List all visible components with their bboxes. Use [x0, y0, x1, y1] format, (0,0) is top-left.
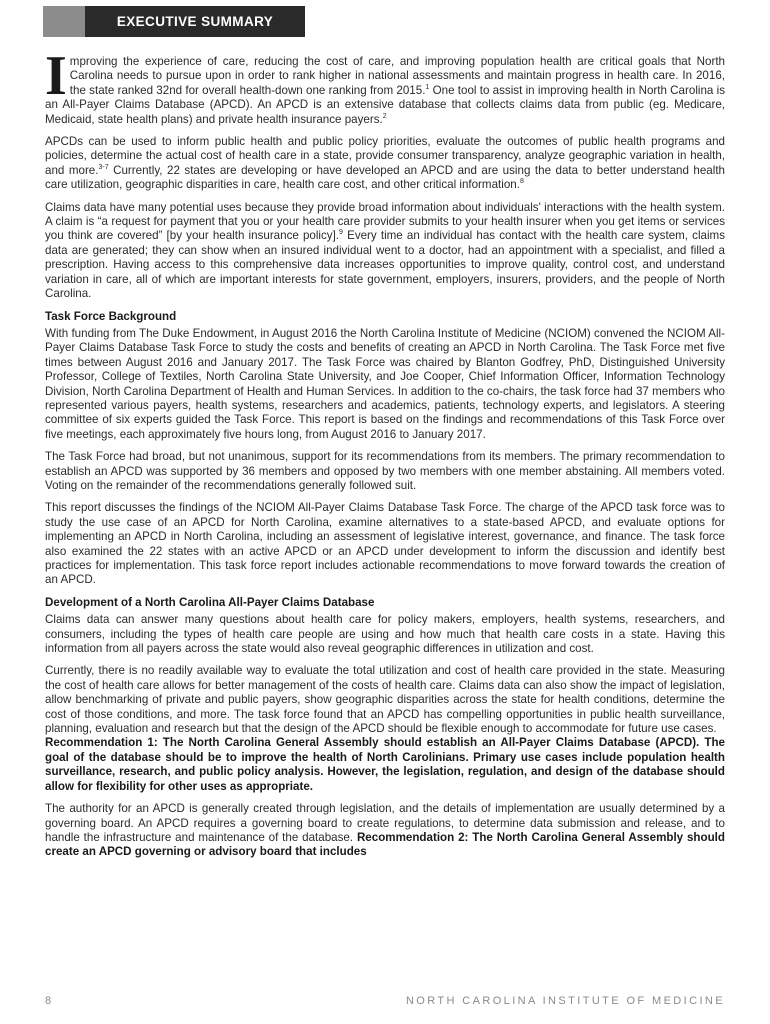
recommendation-1: Recommendation 1: The North Carolina General Assembly should establish an All-Payer Claims Database (APCD). The goal of the database should be to improve the health of North Carolinians. Primary use cases include population health surveillance, research, and public policy analysis. However, the legislation, regulation, and design of the database should allow for flexibility for other uses as appropriate.	[45, 736, 725, 793]
drop-cap: I	[45, 45, 67, 107]
development-paragraph-2: Currently, there is no readily available way to evaluate the total utilization and cost of health care provided in the state. Measuring the cost of health care allows for better management of the costs of health care. Claims data can also show the impact of legislation, allow benchmarking of private and public payers, show geographic disparities across the state for health conditions, determine the cost of those conditions, and more. The task force found that an APCD has compelling opportunities in public health surveillance, planning, evaluation and research but that the design of the APCD should be flexible enough to accommodate for future use cases.	[45, 664, 725, 736]
task-force-paragraph-2: The Task Force had broad, but not unanimous, support for its recommendations from its members. The primary recommendation to establish an APCD was supported by 36 members and opposed by two members with one member abstaining. All members voted. Voting on the remainder of the recommendations generally followed suit.	[45, 450, 725, 492]
page-footer	[45, 995, 725, 1011]
development-paragraph-1: Claims data can answer many questions about health care for policy makers, employers, health systems, researchers, and consumers, including the types of health care people are using and how much that health care costs in a state. Having this information from all payers across the state would also reveal geographic differences in utilization and cost.	[45, 613, 725, 656]
task-force-paragraph-3: This report discusses the findings of the NCIOM All-Payer Claims Database Task Force. The charge of the APCD task force was to study the use case of an APCD for North Carolina, examine alternatives to a state-based APCD, and evaluate options for implementing an APCD in North Carolina, including an assessment of legislative interest, governance, and finance. The task force also examined the 22 states with an active APCD or an APCD under development to inform the discussion and identify best practices for implementation. This task force report includes actionable recommendations to move forward towards the creation of an APCD.	[45, 501, 725, 587]
page-number: 8	[45, 995, 52, 1007]
intro-paragraph-3: Claims data have many potential uses because they provide broad information about individuals' interactions with the health system. A claim is “a request for payment that you or your health care provider submits to your health insurer when you get items or services you think are covered” [by your health insurance policy].$^9$ Every time an individual has contact with the health care system, claims data are generated; they can show when an insured individual went to a doctor, had an appointment with a specialist, and filled a prescription. Having access to this comprehensive data increases opportunities to improve quality, control cost, and understand variation in care, all of which are important interests for state government, employers, insurers, providers, and the people of North Carolina.	[45, 200, 726, 301]
section-title: EXECUTIVE SUMMARY	[85, 6, 305, 37]
main-content	[45, 45, 726, 868]
section-header	[43, 6, 305, 37]
header-accent-block	[43, 6, 85, 37]
development-paragraph-3: The authority for an APCD is generally created through legislation, and the details of implementation are usually determined by a governing board. An APCD requires a governing board to create regulations, to determine data submission and release, and to handle the infrastructure and maintenance of the database. Recommendation 2: The North Carolina General Assembly should create an APCD governing or advisory board that includes	[45, 802, 725, 859]
recommendation-2: Recommendation 2: The North Carolina General Assembly should create an APCD governing or advisory board that includes	[45, 830, 725, 859]
intro-paragraph-1: Improving the experience of care, reducing the cost of care, and improving population health are critical goals that North Carolina needs to pursue upon in order to rank higher in national assessments and maintain progress in health care. In 2016, the state ranked 32nd for overall health-down one ranking from 2015.$^1$ One tool to assist in improving health in North Carolina is an All-Payer Claims Database (APCD). An APCD is an extensive database that collects claims data from public (eg. Medicare, Medicaid, state health plans) and private health insurance payers.$^2$	[45, 45, 726, 126]
task-force-heading: Task Force Background	[45, 309, 177, 323]
task-force-paragraph-1: With funding from The Duke Endowment, in August 2016 the North Carolina Institute of Medicine (NCIOM) convened the NCIOM All-Payer Claims Database Task Force to study the costs and benefits of creating an APCD in North Carolina. The Task Force met five times between August 2016 and January 2017. The Task Force was chaired by Blanton Godfrey, PhD, Distinguished University Professor, College of Textiles, North Carolina State University, and Joe Cooper, Chief Information Officer, Information Technology Division, North Carolina Department of Health and Human Services. In addition to the co-chairs, the task force had 37 members who represented various payers, health systems, researchers and academics, patients, technology experts, and legislators. A steering committee of six experts guided the Task Force. This report is based on the findings and recommendations of this Task Force over five meetings, each approximately five hours long, from August 2016 to January 2017.	[45, 326, 725, 441]
development-heading: Development of a North Carolina All-Payer Claims Database	[45, 595, 375, 609]
intro-paragraph-2: APCDs can be used to inform public health and public policy priorities, evaluate the outcomes of public health programs and policies, determine the actual cost of health care in a state, provide consumer transparency, analyze geographic variation in health, and more.$^{3-7}$ Currently, 22 states are developing or have developed an APCD and are using the data to better understand health care utilization, geographic disparities in care, health care cost, and other critical information.$^8$	[45, 135, 725, 192]
organization-name: NORTH CAROLINA INSTITUTE OF MEDICINE	[405, 995, 725, 1007]
